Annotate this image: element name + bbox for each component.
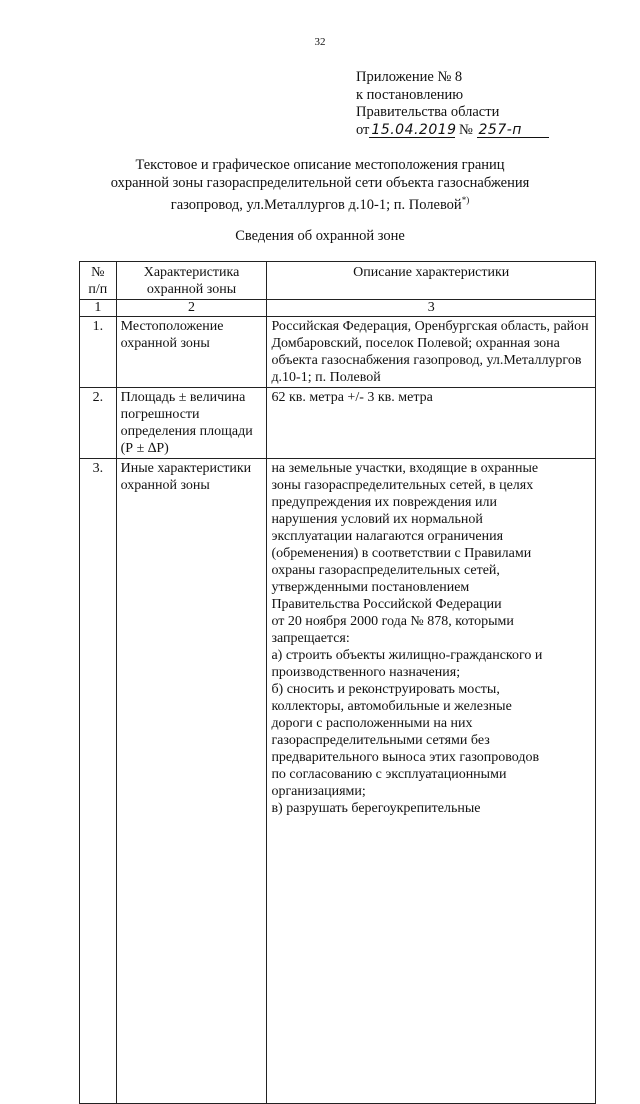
appendix-line-1: Приложение № 8 bbox=[356, 69, 463, 85]
footnote-mark: *) bbox=[461, 195, 470, 205]
description-line: по согласованию с эксплуатационными bbox=[271, 767, 507, 782]
row-number: 2. bbox=[80, 388, 117, 459]
description-line: Правительства Российской Федерации bbox=[271, 597, 502, 612]
appendix-line-3: Правительства области bbox=[356, 104, 500, 120]
handwritten-number: 257-п bbox=[477, 123, 549, 138]
description-line: нарушения условий их нормальной bbox=[271, 512, 483, 527]
description-line: в) разрушать берегоукрепительные bbox=[271, 801, 481, 816]
title-line-3-text: газопровод, ул.Металлургов д.10-1; п. Полевой bbox=[170, 196, 462, 213]
index-cell: 3 bbox=[267, 300, 596, 317]
index-cell: 2 bbox=[116, 300, 267, 317]
table-header-row bbox=[80, 262, 596, 300]
table-row bbox=[80, 459, 596, 1104]
title-line-1: Текстовое и графическое описание местоположения границ bbox=[135, 157, 505, 173]
description-line: от 20 ноября 2000 года № 878, которыми bbox=[271, 614, 514, 629]
title-line-2: охранной зоны газораспределительной сети объекта газоснабжения bbox=[110, 174, 530, 191]
appendix-date-line bbox=[356, 122, 549, 140]
table-row bbox=[80, 388, 596, 459]
section-title: Сведения об охранной зоне bbox=[235, 228, 405, 244]
protection-zone-table bbox=[79, 261, 596, 1104]
title-line-3 bbox=[80, 192, 560, 214]
description-line: предварительного выноса этих газопроводов bbox=[271, 750, 540, 765]
description-line: организациями; bbox=[271, 784, 366, 799]
appendix-line-2: к постановлению bbox=[356, 86, 464, 103]
row-description: Российская Федерация, Оренбургская область, район Домбаровский, поселок Полевой; охранная зона объекта газоснабжения газопровод, ул.Металлургов д.10-1; п. Полевой bbox=[267, 317, 596, 388]
description-line: эксплуатации налагаются ограничения bbox=[271, 529, 504, 544]
description-line: на земельные участки, входящие в охранные bbox=[271, 461, 539, 476]
header-description: Описание характеристики bbox=[267, 262, 596, 300]
description-line: а) строить объекты жилищно-гражданского и bbox=[271, 648, 543, 663]
description-line: коллекторы, автомобильные и железные bbox=[271, 699, 512, 714]
date-prefix: от bbox=[356, 121, 370, 138]
table-row bbox=[80, 317, 596, 388]
description-line: предупреждения их повреждения или bbox=[271, 495, 497, 510]
page-number: 32 bbox=[314, 36, 326, 48]
description-line: (обременения) в соответствии с Правилами bbox=[271, 546, 532, 561]
index-cell: 1 bbox=[80, 300, 117, 317]
description-line: газораспределительными сетями без bbox=[271, 733, 490, 748]
row-description bbox=[267, 459, 596, 1104]
header-characteristic: Характеристика охранной зоны bbox=[116, 262, 267, 300]
document-title bbox=[80, 157, 560, 214]
description-line: производственного назначения; bbox=[271, 665, 461, 680]
row-characteristic: Площадь ± величина погрешности определения площади (Р ± ∆Р) bbox=[116, 388, 267, 459]
description-line: запрещается: bbox=[271, 631, 350, 646]
header-number: № п/п bbox=[80, 262, 117, 300]
table-index-row bbox=[80, 300, 596, 317]
row-characteristic: Местоположение охранной зоны bbox=[116, 317, 267, 388]
appendix-block bbox=[356, 69, 549, 139]
description-line: охраны газораспределительных сетей, bbox=[271, 563, 500, 578]
handwritten-date: 15.04.2019 bbox=[371, 121, 457, 138]
description-line: дороги с расположенными на них bbox=[271, 716, 473, 731]
row-number: 3. bbox=[80, 459, 117, 1104]
row-number: 1. bbox=[80, 317, 117, 388]
row-description: 62 кв. метра +/- 3 кв. метра bbox=[267, 388, 596, 459]
description-line: утвержденными постановлением bbox=[271, 580, 470, 595]
number-prefix: № bbox=[459, 121, 473, 138]
description-line: зоны газораспределительных сетей, в целях bbox=[271, 478, 534, 493]
description-line: б) сносить и реконструировать мосты, bbox=[271, 682, 500, 697]
row-characteristic: Иные характеристики охранной зоны bbox=[116, 459, 267, 1104]
